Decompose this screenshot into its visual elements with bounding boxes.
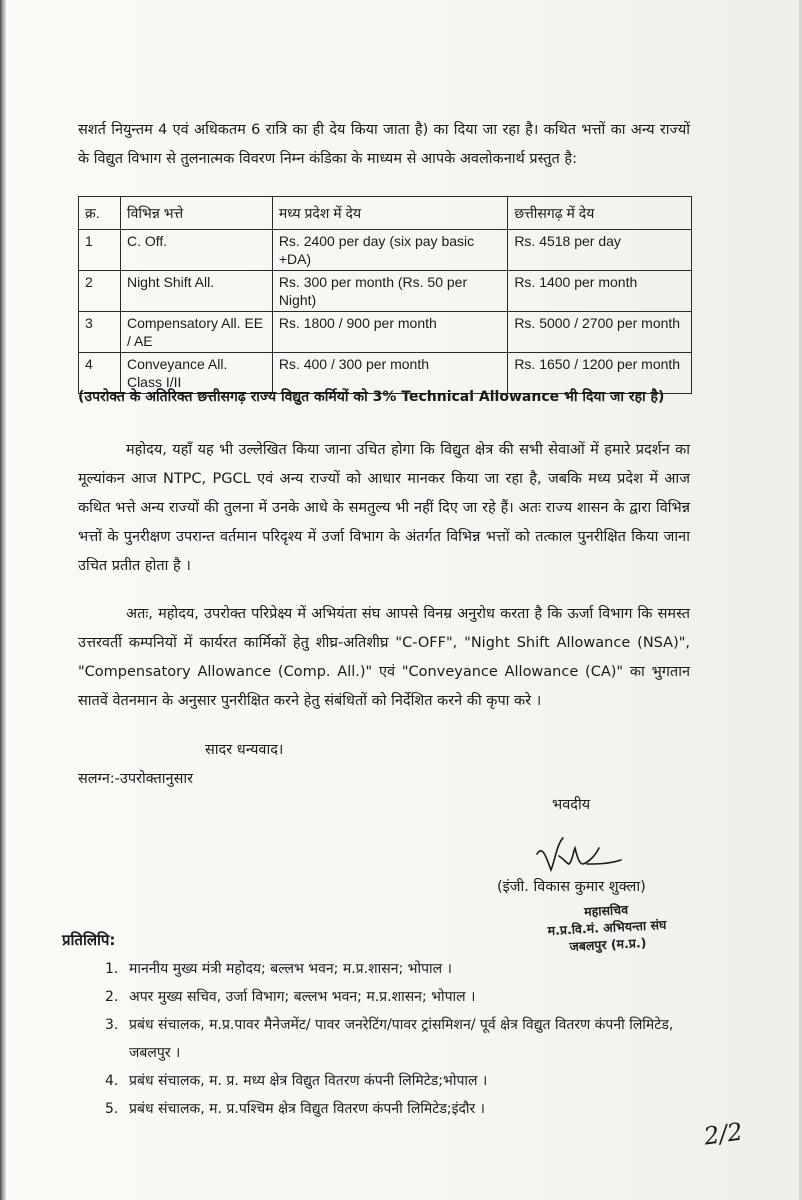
- stamp-designation: महासचिव: [583, 901, 629, 920]
- header-cg-payable: छत्तीसगढ़ में देय: [508, 197, 692, 230]
- stamp-organization: म.प्र.वि.मं. अभियन्ता संघ: [547, 916, 667, 939]
- cell-serial: 2: [79, 271, 121, 312]
- list-number: 1.: [105, 961, 119, 977]
- list-text: प्रबंध संचालक, म. प्र. मध्य क्षेत्र विद्युत वितरण कंपनी लिमिटेड;भोपाल ।: [129, 1073, 488, 1089]
- paragraph-text: अतः, महोदय, उपरोक्त परिप्रेक्ष्य में अभियंता संघ आपसे विनम्र अनुरोध करता है कि ऊर्जा विभाग कि समस्त उत्तरवर्ती कम्पनियों में कार्यरत कार्मिकों हेतु शीघ्र-अतिशीघ्र "C-OFF", "Night Shift Allowance (NSA)", "Compensatory Allowance (Comp. All.)" एवं "Conveyance Allowance (CA)" का भुगतान सातवें वेतनमान के अनुसार पुनरीक्षित करने हेतु संबंधितों को निर्देशित करने की कृपा करे ।: [78, 606, 690, 709]
- signatory-name: (इंजी. विकास कुमार शुक्ला): [497, 879, 646, 895]
- cell-mp: Rs. 300 per month (Rs. 50 per Night): [272, 271, 508, 312]
- table-header-row: [79, 197, 692, 230]
- list-number: 2.: [105, 989, 119, 1005]
- header-mp-payable: मध्य प्रदेश में देय: [272, 197, 508, 230]
- cell-serial: 1: [79, 230, 121, 271]
- list-item: [105, 955, 695, 983]
- list-text: अपर मुख्य सचिव, उर्जा विभाग; बल्लभ भवन; म.प्र.शासन; भोपाल ।: [129, 989, 476, 1005]
- table-row: [79, 271, 692, 312]
- cell-serial: 3: [79, 312, 121, 353]
- stamp-location: जबलपुर (म.प्र.): [569, 934, 647, 954]
- allowance-comparison-table: [78, 196, 692, 394]
- list-number: 4.: [105, 1073, 119, 1089]
- list-item: [105, 1067, 695, 1095]
- cell-allowance: Conveyance All. Class I/II: [120, 353, 272, 394]
- cell-mp: Rs. 2400 per day (six pay basic +DA): [272, 230, 508, 271]
- cell-cg: Rs. 5000 / 2700 per month: [508, 312, 692, 353]
- yours-faithfully: भवदीय: [552, 797, 591, 813]
- header-allowance: विभिन्न भत्ते: [120, 197, 272, 230]
- list-text: प्रबंध संचालक, म.प्र.पावर मैनेजमेंट/ पावर जनरेटिंग/पावर ट्रांसमिशन/ पूर्व क्षेत्र विद्युत वितरण कंपनी लिमिटेड, जबलपुर ।: [129, 1017, 674, 1061]
- cell-cg: Rs. 1400 per month: [508, 271, 692, 312]
- copy-to-heading: प्रतिलिपि:: [62, 931, 116, 949]
- page-edge-shadow: [0, 0, 6, 1200]
- list-number: 3.: [105, 1017, 119, 1033]
- list-item: [105, 1095, 695, 1123]
- body-paragraph-2: [78, 600, 690, 716]
- cell-allowance: Compensatory All. EE / AE: [120, 312, 272, 353]
- list-item: [105, 1011, 695, 1067]
- cell-cg: Rs. 1650 / 1200 per month: [508, 353, 692, 394]
- list-text: प्रबंध संचालक, म. प्र.पश्चिम क्षेत्र विद्युत वितरण कंपनी लिमिटेड;इंदौर ।: [129, 1101, 485, 1117]
- technical-allowance-note: (उपरोक्त के अतिरिक्त छत्तीसगढ़ राज्य विद्युत कर्मियों को 3% Technical Allowance भी दिया जा रहा है): [78, 389, 665, 405]
- cell-allowance: Night Shift All.: [120, 271, 272, 312]
- header-serial: क्र.: [79, 197, 121, 230]
- cell-serial: 4: [79, 353, 121, 394]
- regards-line: सादर धन्यवाद।: [205, 742, 284, 758]
- body-paragraph-1: [78, 436, 690, 581]
- list-item: [105, 983, 695, 1011]
- intro-paragraph: सशर्त नियुन्तम 4 एवं अधिकतम 6 रात्रि का ही देय किया जाता है) का दिया जा रहा है। कथित भत्तों का अन्य राज्यों के विद्युत विभाग से तुलनात्मक विवरण निम्न कंडिका के माध्यम से आपके अवलोकनार्थ प्रस्तुत है:: [78, 122, 690, 167]
- list-number: 5.: [105, 1101, 119, 1117]
- signature-scribble: [533, 830, 623, 880]
- cell-mp: Rs. 1800 / 900 per month: [272, 312, 508, 353]
- copy-to-list: [105, 955, 695, 1123]
- enclosure-line: सलग्न:-उपरोक्तानुसार: [78, 771, 194, 787]
- list-text: माननीय मुख्य मंत्री महोदय; बल्लभ भवन; म.प्र.शासन; भोपाल ।: [129, 961, 452, 977]
- official-stamp: [521, 898, 693, 958]
- page-number: 2/2: [702, 1117, 745, 1151]
- table-row: [79, 230, 692, 271]
- cell-cg: Rs. 4518 per day: [508, 230, 692, 271]
- cell-mp: Rs. 400 / 300 per month: [272, 353, 508, 394]
- table-row: [79, 312, 692, 353]
- paragraph-text: महोदय, यहाँ यह भी उल्लेखित किया जाना उचित होगा कि विद्युत क्षेत्र की सभी सेवाओं में हमारे प्रदर्शन का मूल्यांकन आज NTPC, PGCL एवं अन्य राज्यों को आधार मानकर किया जा रहा है, जबकि मध्य प्रदेश में आज कथित भत्ते अन्य राज्यों की तुलना में उनके आधे के समतुल्य भी नहीं दिए जा रहे हैं। अतः राज्य शासन के द्वारा विभिन्न भत्तों के पुनरीक्षण उपरान्त वर्तमान परिदृश्य में उर्जा विभाग के अंतर्गत विभिन्न भत्तों को तत्काल पुनरीक्षित किया जाना उचित प्रतीत होता है ।: [78, 442, 690, 574]
- cell-allowance: C. Off.: [120, 230, 272, 271]
